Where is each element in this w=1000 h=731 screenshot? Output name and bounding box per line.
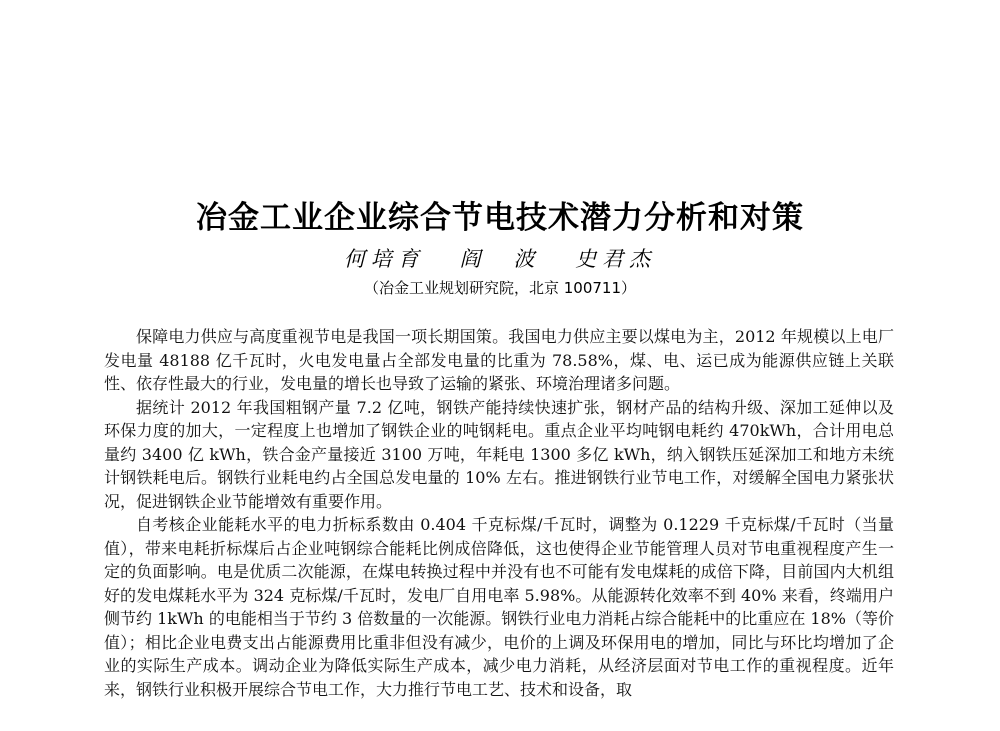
body-paragraph: 保障电力供应与高度重视节电是我国一项长期国策。我国电力供应主要以煤电为主，2012 年规模以上电厂发电量 48188 亿千瓦时，火电发电量占全部发电量的比重为 78.58%，煤、电、运已成为能源供应链上关联性、依存性最大的行业，发电量的增长也导致了运输的紧张、环境治理诸多问题。	[104, 327, 894, 393]
article-body	[104, 325, 894, 701]
paper-title: 冶金工业企业综合节电技术潜力分析和对策	[196, 199, 804, 236]
author-name: 史君杰	[575, 247, 657, 271]
body-paragraph: 自考核企业能耗水平的电力折标系数由 0.404 千克标煤/千瓦时，调整为 0.1229 千克标煤/千瓦时（当量值），带来电耗折标煤后占企业吨钢综合能耗比例成倍降低，这也使得企业节能管理人员对节电重视程度产生一定的负面影响。电是优质二次能源，在煤电转换过程中并没有也不可能有发电煤耗的成倍下降，目前国内大机组好的发电煤耗水平为 324 克标煤/千瓦时，发电厂自用电率 5.98%。从能源转化效率不到 40% 来看，终端用户侧节约 1kWh 的电能相当于节约 3 倍数量的一次能源。钢铁行业电力消耗占综合能耗中的比重应在 18%（等价值）；相比企业电费支出占能源费用比重非但没有减少，电价的上调及环保用电的增加，同比与环比均增加了企业的实际生产成本。调动企业为降低实际生产成本，减少电力消耗，从经济层面对节电工作的重视程度。近年来，钢铁行业积极开展综合节电工作，大力推行节电工艺、技术和设备，取	[104, 515, 894, 699]
body-paragraph: 据统计 2012 年我国粗钢产量 7.2 亿吨，钢铁产能持续快速扩张，钢材产品的结构升级、深加工延伸以及环保力度的加大，一定程度上也增加了钢铁企业的吨钢耗电。重点企业平均吨钢电耗约 470kWh，合计用电总量约 3400 亿 kWh，铁合金产量接近 3100 万吨，年耗电 1300 多亿 kWh，纳入钢铁压延深加工和地方未统计钢铁耗电后。钢铁行业耗电约占全国总发电量的 10% 左右。推进钢铁行业节电工作，对缓解全国电力紧张状况，促进钢铁企业节能增效有重要作用。	[104, 397, 894, 511]
author-list	[0, 245, 1000, 273]
author-name: 阎 波	[459, 247, 541, 271]
author-name: 何培育	[343, 247, 425, 271]
author-affiliation: （冶金工业规划研究院，北京 100711）	[363, 279, 637, 297]
